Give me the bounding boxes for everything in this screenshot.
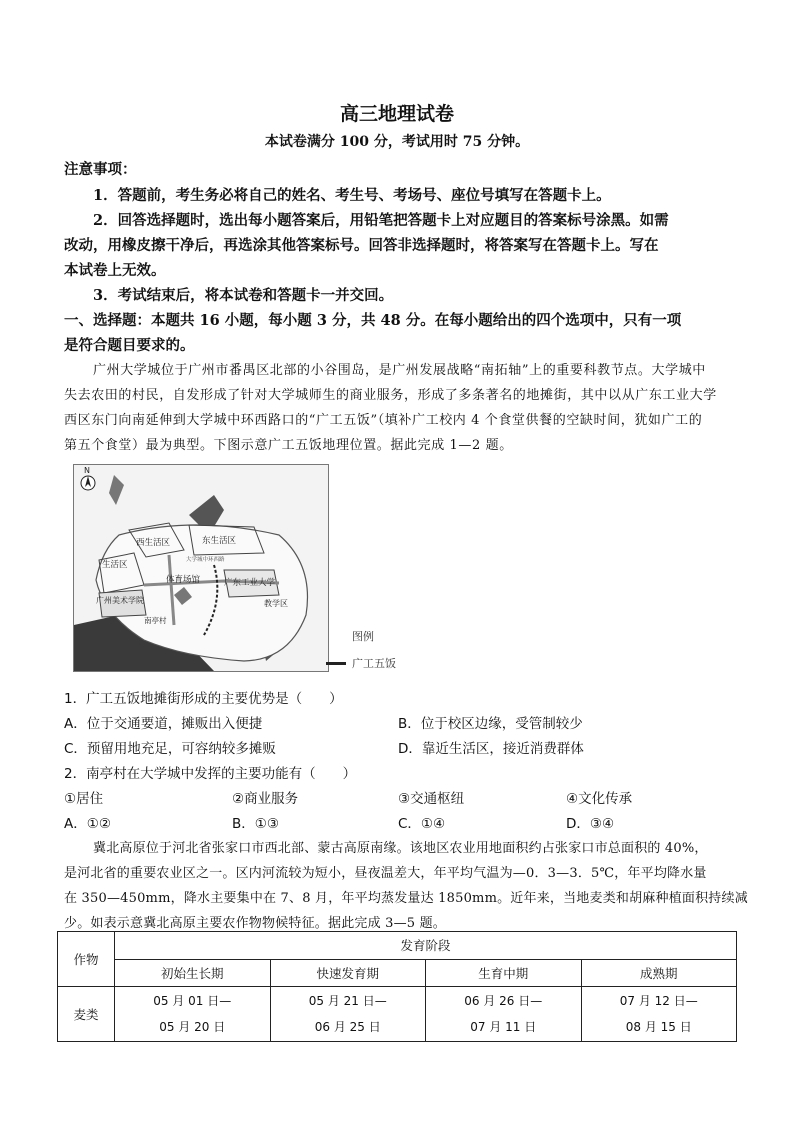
question-2-function-2: ②商业服务 (232, 791, 299, 807)
date-start: 07 月 12 日— (619, 994, 698, 1008)
date-end: 08 月 15 日 (625, 1020, 692, 1034)
question-1-option-d[interactable]: D．靠近生活区，接近消费群体 (398, 741, 584, 757)
passage-1-line-4: 第五个食堂）最为典型。下图示意广工五饭地理位置。据此完成 1—2 题。 (64, 438, 513, 453)
map-label-east-living: 东生活区 (202, 536, 237, 546)
question-1-option-c[interactable]: C．预留用地充足，可容纳较多摊贩 (64, 741, 276, 757)
map-label-gdut: 广东工业大学 (224, 578, 276, 588)
table-header-stage-3: 生育中期 (426, 959, 582, 987)
note-item-1: 1．答题前，考生务必将自己的姓名、考生号、考场号、座位号填写在答题卡上。 (93, 187, 611, 204)
question-1-option-b[interactable]: B．位于校区边缘，受管制较少 (398, 716, 583, 732)
question-2-function-1: ①居住 (64, 791, 104, 807)
table-cell-dates-3 (426, 987, 582, 1042)
map-drawing (74, 465, 328, 671)
passage-2-line-4: 少。如表示意冀北高原主要农作物物候特征。据此完成 3—5 题。 (64, 916, 447, 931)
exam-info: 本试卷满分 100 分，考试用时 75 分钟。 (264, 134, 530, 150)
table-row (58, 959, 737, 987)
question-2-option-a[interactable]: A．①② (64, 816, 111, 832)
table-cell-dates-2 (270, 987, 426, 1042)
passage-2-line-2: 是河北省的重要农业区之一。区内河流较为短小，昼夜温差大，年平均气温为—0．3—3．5℃，年平均降水量 (64, 866, 707, 881)
legend-title: 图例 (352, 630, 374, 643)
table-header-stage-1: 初始生长期 (115, 959, 271, 987)
map-label-living: 生活区 (102, 560, 128, 570)
map-label-academy: 广州美术学院 (96, 596, 144, 605)
date-start: 05 月 21 日— (308, 994, 387, 1008)
table-header-stage: 发育阶段 (115, 932, 737, 960)
passage-1-line-1: 广州大学城位于广州市番禺区北部的小谷围岛，是广州发展战略“南拓轴”上的重要科教节点。大学城中 (93, 363, 706, 378)
legend-line-symbol (326, 662, 346, 665)
table-header-crop: 作物 (58, 932, 115, 987)
question-1-stem: 1．广工五饭地摊街形成的主要优势是（ ） (64, 691, 343, 707)
table-header-stage-2: 快速发育期 (270, 959, 426, 987)
table-cell-dates-1 (115, 987, 271, 1042)
date-start: 05 月 01 日— (153, 994, 232, 1008)
passage-2-line-3: 在 350—450mm，降水主要集中在 7、8 月，年平均蒸发量达 1850mm。近年来，当地麦类和胡麻种植面积持续减 (64, 891, 748, 906)
date-end: 07 月 11 日 (470, 1020, 537, 1034)
date-end: 06 月 25 日 (314, 1020, 381, 1034)
table-cell-crop: 麦类 (58, 987, 115, 1042)
question-2-option-d[interactable]: D．③④ (566, 816, 615, 832)
date-start: 06 月 26 日— (464, 994, 543, 1008)
question-2-option-c[interactable]: C．①④ (398, 816, 446, 832)
table-cell-dates-4 (581, 987, 737, 1042)
map-label-nanting: 南亭村 (144, 616, 167, 625)
section-heading-line-1: 一、选择题：本题共 16 小题，每小题 3 分，共 48 分。在每小题给出的四个选项中，只有一项 (64, 312, 682, 329)
map-label-west-living: 西生活区 (136, 538, 171, 548)
note-item-2-line-3: 本试卷上无效。 (64, 262, 166, 279)
passage-1-line-3: 西区东门向南延伸到大学城中环西路口的“广工五饭”（填补广工校内 4 个食堂供餐的空缺时间，犹如广工的 (64, 413, 703, 428)
notes-heading: 注意事项： (64, 161, 137, 178)
date-end: 05 月 20 日 (159, 1020, 226, 1034)
table-row (58, 932, 737, 960)
passage-2-line-1: 冀北高原位于河北省张家口市西北部、蒙古高原南缘。该地区农业用地面积约占张家口市总面积的 40%， (93, 841, 708, 856)
map-label-teaching: 教学区 (264, 599, 288, 608)
map-label-road: 大学城中环西路 (186, 557, 225, 563)
map-label-stadium: 体育场馆 (166, 575, 201, 585)
note-item-2-line-2: 改动，用橡皮擦干净后，再选涂其他答案标号。回答非选择题时，将答案写在答题卡上。写在 (64, 237, 659, 254)
passage-1-line-2: 失去农田的村民，自发形成了针对大学城师生的商业服务，形成了多条著名的地摊街，其中以从广东工业大学 (64, 388, 717, 403)
section-heading-line-2: 是符合题目要求的。 (64, 337, 195, 354)
note-item-3: 3．考试结束后，将本试卷和答题卡一并交回。 (93, 287, 394, 304)
question-2-stem: 2．南亭村在大学城中发挥的主要功能有（ ） (64, 766, 357, 782)
location-map (73, 464, 329, 672)
table-header-stage-4: 成熟期 (581, 959, 737, 987)
table-row (58, 987, 737, 1042)
legend-label: 广工五饭 (352, 657, 396, 670)
note-item-2-line-1: 2．回答选择题时，选出每小题答案后，用铅笔把答题卡上对应题目的答案标号涂黑。如需 (93, 212, 669, 229)
question-2-function-4: ④文化传承 (566, 791, 633, 807)
question-1-option-a[interactable]: A．位于交通要道，摊贩出入便捷 (64, 716, 263, 732)
phenology-table (57, 931, 737, 1042)
page-title: 高三地理试卷 (339, 103, 454, 125)
north-label: N (84, 466, 90, 475)
question-2-function-3: ③交通枢纽 (398, 791, 465, 807)
question-2-option-b[interactable]: B．①③ (232, 816, 279, 832)
